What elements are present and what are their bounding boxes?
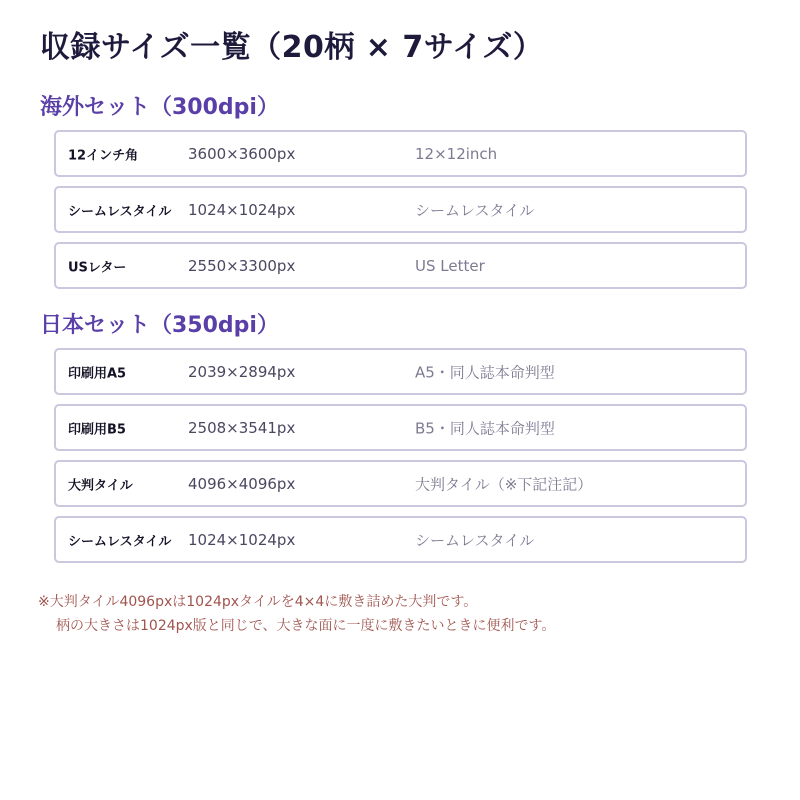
- footnote-line-1: ※大判タイル4096pxは1024pxタイルを4×4に敷き詰めた大判です。: [38, 594, 478, 610]
- size-note: US Letter: [415, 256, 485, 275]
- size-name: 12インチ角: [68, 148, 139, 163]
- size-note: B5・同人誌本命判型: [415, 419, 555, 437]
- size-row: [54, 516, 747, 563]
- size-name: USレター: [68, 260, 127, 275]
- size-name: 印刷用B5: [68, 422, 126, 437]
- size-dimensions: 4096×4096px: [188, 474, 296, 493]
- size-list-overseas: [54, 130, 747, 298]
- size-note: 12×12inch: [415, 144, 498, 163]
- size-row: [54, 242, 747, 289]
- size-dimensions: 1024×1024px: [188, 200, 296, 219]
- footnote: [38, 590, 555, 638]
- size-row: [54, 460, 747, 507]
- size-name: シームレスタイル: [68, 204, 172, 219]
- size-list-japan: [54, 348, 747, 572]
- size-note: 大判タイル（※下記注記）: [415, 475, 593, 493]
- size-dimensions: 2039×2894px: [188, 362, 296, 381]
- size-dimensions: 3600×3600px: [188, 144, 296, 163]
- size-dimensions: 1024×1024px: [188, 530, 296, 549]
- section-heading-japan: 日本セット（350dpi）: [40, 313, 279, 338]
- footnote-line-2: 柄の大きさは1024px版と同じで、大きな面に一度に敷きたいときに便利です。: [56, 618, 556, 634]
- size-row: [54, 348, 747, 395]
- size-name: シームレスタイル: [68, 534, 172, 549]
- page-title: 収録サイズ一覧（20柄 × 7サイズ）: [40, 30, 544, 65]
- size-row: [54, 186, 747, 233]
- size-dimensions: 2508×3541px: [188, 418, 296, 437]
- size-note: シームレスタイル: [415, 201, 535, 219]
- size-note: シームレスタイル: [415, 531, 535, 549]
- size-name: 大判タイル: [68, 478, 133, 493]
- size-row: [54, 130, 747, 177]
- size-name: 印刷用A5: [68, 366, 127, 381]
- size-row: [54, 404, 747, 451]
- size-dimensions: 2550×3300px: [188, 256, 296, 275]
- size-note: A5・同人誌本命判型: [415, 363, 555, 381]
- section-heading-overseas: 海外セット（300dpi）: [40, 95, 279, 120]
